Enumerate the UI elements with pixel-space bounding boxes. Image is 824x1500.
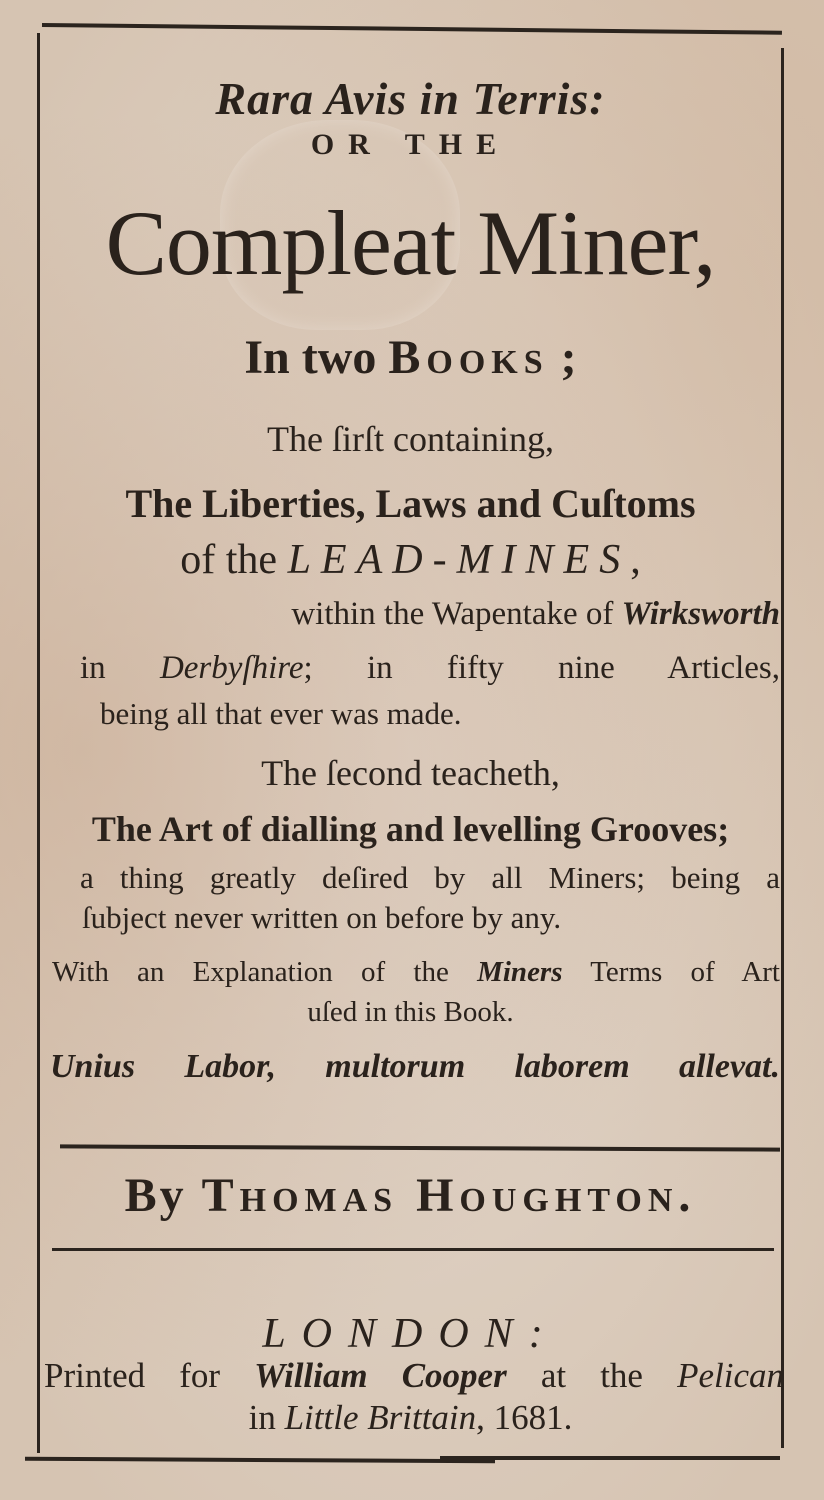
imprint-year: , 1681.: [476, 1398, 573, 1437]
explanation-line: [52, 956, 780, 989]
two-books-prefix: In two: [244, 331, 389, 384]
derbyshire-line: [80, 650, 780, 687]
wirksworth-word: Wirksworth: [621, 596, 780, 632]
within-prefix: within the Wapentake of: [291, 596, 622, 632]
printed-prefix: Printed for: [44, 1356, 255, 1395]
art-of-dialling-line: The Art of dialling and levelling Grooves;: [91, 809, 730, 849]
rule-above-author: [60, 1144, 780, 1151]
lead-prefix: of the: [180, 537, 288, 583]
with-prefix: With an Explanation of the: [52, 956, 478, 988]
wapentake-line: [80, 596, 780, 633]
thing-desired-line: a thing greatly deſired by all Miners; being a: [80, 860, 780, 895]
miners-word: Miners: [477, 956, 563, 988]
in-word: in: [248, 1398, 285, 1437]
frame-border-bottom: [25, 1457, 495, 1463]
liberties-line: The Liberties, Laws and Cuſtoms: [125, 481, 696, 526]
little-brittain: Little Brittain: [284, 1398, 477, 1437]
frame-border-top: [42, 23, 782, 35]
main-title: Compleat Miner,: [105, 192, 716, 294]
terms-of-art: Terms of Art: [562, 956, 780, 988]
frame-border-bottom-right: [440, 1456, 780, 1460]
author-line: [40, 1168, 781, 1223]
derbyshire-word: Derbyſhire: [159, 650, 304, 686]
by-word: By: [124, 1169, 202, 1222]
pelican-sign: Pelican: [677, 1356, 784, 1395]
two-books-punct: ;: [548, 331, 577, 384]
rule-below-author: [52, 1248, 774, 1251]
frame-border-right: [781, 48, 784, 1448]
imprint-city: LONDON:: [262, 1311, 559, 1357]
first-containing: The ſirſt containing,: [267, 419, 554, 459]
printed-for-line: [44, 1356, 784, 1396]
articles-text: ; in fifty nine Articles,: [303, 650, 781, 686]
at-the: at the: [506, 1356, 678, 1395]
imprint-address-line: [40, 1398, 781, 1438]
lead-mines-word: LEAD-MINES: [287, 537, 631, 583]
latin-motto: Unius Labor, multorum laborem allevat.: [50, 1048, 780, 1085]
lead-punct: ,: [630, 537, 641, 583]
subtitle-latin: Rara Avis in Terris:: [215, 73, 606, 124]
publisher-name: William Cooper: [254, 1356, 507, 1395]
two-books-line: [40, 330, 781, 385]
subject-never-line: ſubject never written on before by any.: [82, 900, 562, 935]
books-word: Books: [388, 331, 549, 384]
used-in-book-line: uſed in this Book.: [307, 996, 514, 1028]
author-name: Thomas Houghton.: [201, 1169, 697, 1222]
second-teacheth: The ſecond teacheth,: [261, 753, 560, 793]
or-the: OR THE: [310, 128, 511, 161]
being-all-line: being all that ever was made.: [100, 696, 462, 731]
lead-mines-line: [40, 536, 781, 584]
derby-prefix: in: [80, 650, 160, 686]
